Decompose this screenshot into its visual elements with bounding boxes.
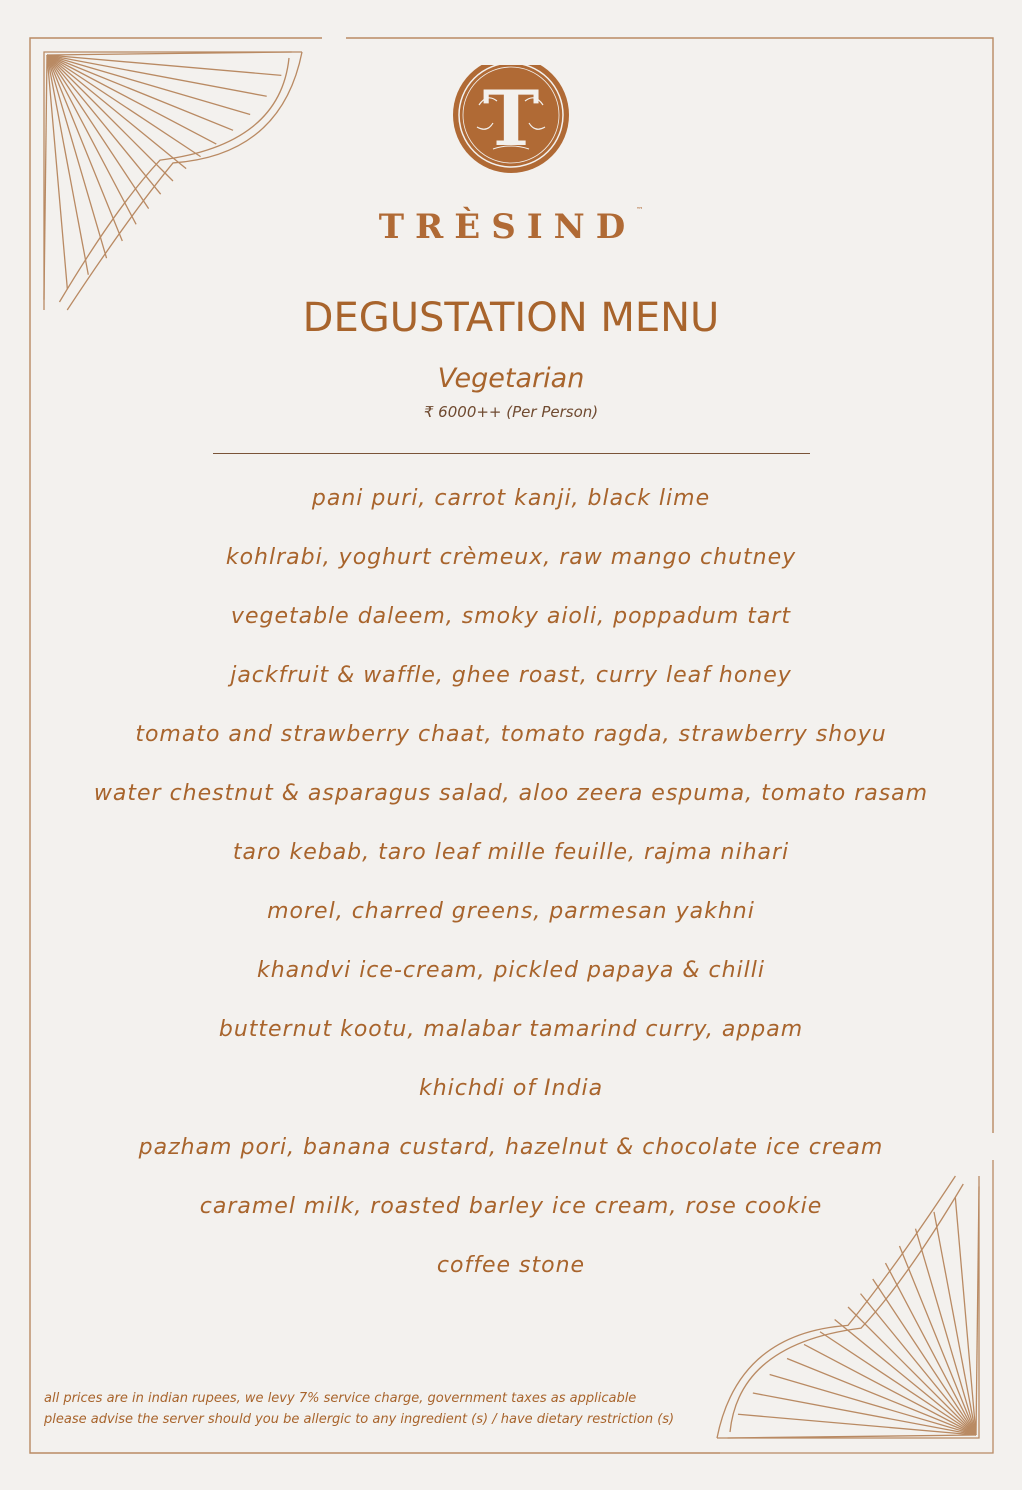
course-item: vegetable daleem, smoky aioli, poppadum tart xyxy=(230,604,792,629)
menu-price: ₹ 6000++ (Per Person) xyxy=(423,403,599,421)
tresind-monogram-logo-icon xyxy=(449,65,573,189)
course-item: pani puri, carrot kanji, black lime xyxy=(311,486,711,511)
brand-name: TRÈSIND™ xyxy=(378,206,644,247)
menu-subtitle: Vegetarian xyxy=(437,363,585,394)
course-item: water chestnut & asparagus salad, aloo zeera espuma, tomato rasam xyxy=(93,781,929,806)
course-item: caramel milk, roasted barley ice cream, rose cookie xyxy=(199,1194,823,1219)
footnote-pricing: all prices are in indian rupees, we levy 7% service charge, government taxes as applicable xyxy=(44,1391,637,1406)
course-item: morel, charred greens, parmesan yakhni xyxy=(267,899,755,924)
svg-text:T: T xyxy=(482,74,540,163)
course-item: coffee stone xyxy=(436,1253,586,1278)
course-item: butternut kootu, malabar tamarind curry, appam xyxy=(218,1017,804,1042)
trademark-mark: ™ xyxy=(636,206,644,214)
footnote-allergy: please advise the server should you be allergic to any ingredient (s) / have dietary restriction (s) xyxy=(44,1412,675,1427)
course-item: khichdi of India xyxy=(418,1076,604,1101)
course-item: khandvi ice-cream, pickled papaya & chilli xyxy=(257,958,765,983)
course-item: taro kebab, taro leaf mille feuille, rajma nihari xyxy=(232,840,790,865)
course-item: kohlrabi, yoghurt crèmeux, raw mango chutney xyxy=(225,545,797,570)
course-item: pazham pori, banana custard, hazelnut & chocolate ice cream xyxy=(138,1135,884,1160)
course-item: jackfruit & waffle, ghee roast, curry leaf honey xyxy=(230,663,792,688)
divider-line xyxy=(213,453,810,454)
menu-title: DEGUSTATION MENU xyxy=(302,295,720,341)
course-item: tomato and strawberry chaat, tomato ragda, strawberry shoyu xyxy=(135,722,887,747)
sunburst-fan-ornament-top-left-icon xyxy=(44,52,302,310)
